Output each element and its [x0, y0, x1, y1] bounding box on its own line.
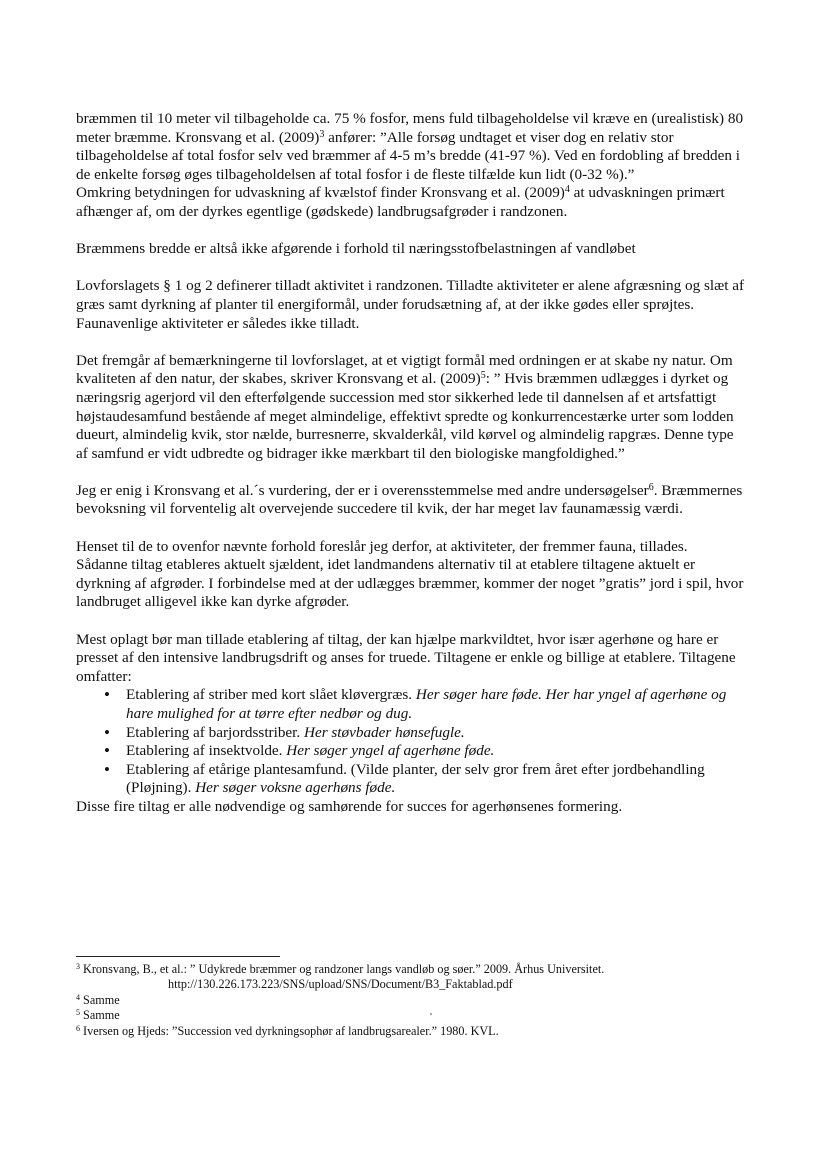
footnote-5 [76, 1008, 746, 1023]
footnote-number: 6 [76, 1023, 80, 1033]
paragraph-conclusion: Bræmmens bredde er altså ikke afgørende i forhold til næringsstofbelastningen af vandløbet [76, 240, 636, 258]
footnote-number: 3 [76, 962, 80, 971]
quote-text: anfører: ”Alle forsøg undtaget et viser dog en relativ stor tilbageholdelse af total fosfor selv ved bræmmer af 4-5 m’s bredde (41-97 %). Ved en fordobling af bredden i de enkelte forsøg øges tilbageholdelsen af total fosfor i de fleste tilfælde kun lidt (0-32 %).” [76, 128, 740, 183]
paragraph-text: Omkring betydningen for udvaskning af kvælstof finder Kronsvang et al. (2009) [76, 184, 565, 202]
paragraph-text: . Bræmmernes bevoksning vil forventelig alt overvejende succedere til kvik, der har meget lav faunamæssig værdi. [76, 481, 743, 518]
measure-text: Etablering af etårige plantesamfund. (Vilde planter, der selv gror frem året efter jordbehandling (Pløjning). [126, 760, 705, 797]
paragraph-game-measures: Mest oplagt bør man tillade etablering af tiltag, der kan hjælpe markvildtet, hvor især agerhøne og hare er presset af den intensive landbrugsdrift og anses for truede. Tiltagene er enkle og billige at etablere. Tiltagene omfatter: [76, 630, 736, 685]
list-item [126, 686, 746, 723]
list-item [126, 761, 746, 798]
paragraph-nitrogen [76, 184, 746, 221]
paragraph-law-proposal: Lovforslagets § 1 og 2 definerer tilladt aktivitet i randzonen. Tilladte aktiviteter er alene afgræsning og slæt af græs samt dyrkning af planter til energiformål, under forudsætning af, at der ikke gødes eller sprøjtes. Faunavenlige aktiviteter er således ikke tilladt. [76, 277, 745, 332]
footnote-6 [76, 1024, 746, 1039]
paragraph-phosphorus [76, 110, 746, 184]
quote-text: : ” Hvis bræmmen udlægges i dyrket og næringsrig agerjord vil den efterfølgende succession med stor sikkerhed lede til dannelsen af et artsfattigt højstaudesamfund bestående af meget almindelige, effektivt spredte og konkurrencestærke urter som lodden dueurt, almindelig kvik, stor nælde, burresnerre, skvalderkål, vild kørvel og almindelig rapgræs. Denne type af samfund er vidt udbredte og bidrager ikke mærkbart til den biologiske mangfoldighed.” [76, 370, 734, 462]
body-text [76, 110, 746, 817]
paragraph-closing: Disse fire tiltag er alle nødvendige og samhørende for succes for agerhønsenes formering. [76, 797, 623, 815]
list-item [126, 724, 746, 743]
footnote-ref-3: 3 [319, 128, 325, 140]
measure-note: Her søger yngel af agerhøne føde. [286, 742, 495, 760]
paragraph-text: Jeg er enig i Kronsvang et al.´s vurdering, der er i overensstemmelse med andre undersøgelser [76, 481, 649, 499]
paragraph-new-nature [76, 352, 746, 464]
footnote-3 [76, 962, 746, 977]
measure-note: Her støvbader hønsefugle. [303, 723, 465, 741]
paragraph-text: Det fremgår af bemærkningerne til lovforslaget, at et vigtigt formål med ordningen er at skabe ny natur. Om kvaliteten af den natur, der skabes, skriver Kronsvang et al. (2009) [76, 351, 733, 388]
measure-text: Etablering af striber med kort slået kløvergræs. [126, 686, 416, 704]
paragraph-rare-measures: Sådanne tiltag etableres aktuelt sjældent, idet landmandens alternativ til at etablere tiltagene aktuelt er dyrkning af afgrøder. I forbindelse med at der udlægges bræmmer, kommer der noget ”gratis” jord i spil, hvor landbruget alligevel ikke kan dyrke afgrøder. [76, 556, 744, 611]
measure-text: Etablering af barjordsstriber. [126, 723, 304, 741]
footnote-ref-6: 6 [648, 481, 654, 493]
footnote-ref-5: 5 [480, 370, 486, 382]
footnote-separator [76, 956, 280, 957]
footnote-text: Samme [80, 1008, 120, 1023]
list-item [126, 742, 746, 761]
paragraph-proposal: Henset til de to ovenfor nævnte forhold foreslår jeg derfor, at aktiviteter, der fremmer fauna, tillades. [76, 537, 688, 555]
paragraph-agreement [76, 482, 746, 519]
measure-note: Her søger hare føde. Her har yngel af agerhøne og hare mulighed for at tørre efter nedbør og dug. [126, 686, 727, 722]
footnote-ref-4: 4 [564, 184, 570, 196]
footnote-4 [76, 993, 746, 1008]
footnotes [76, 962, 746, 1039]
measure-note: Her søger voksne agerhøns føde. [195, 779, 396, 797]
footnote-number: 4 [76, 992, 80, 1002]
footnote-text: Iversen og Hjeds: ”Succession ved dyrkningsophør af landbrugsarealer.” 1980. KVL. [80, 1023, 499, 1038]
footnote-text: Samme [80, 992, 120, 1007]
measures-list [76, 686, 746, 798]
footnote-number: 5 [76, 1008, 80, 1018]
paragraph-text: bræmmen til 10 meter vil tilbageholde ca. 75 % fosfor, mens fuld tilbageholdelse vil kræve en (urealistisk) 80 meter bræmme. Kronsvang et al. (2009) [76, 110, 744, 146]
footnote-text: Kronsvang, B., et al.: ” Udykrede bræmmer og randzoner langs vandløb og søer.” 2009. Århus Universitet. [80, 962, 605, 976]
measure-text: Etablering af insektvolde. [126, 742, 287, 760]
scan-speck [430, 1013, 432, 1015]
footnote-3-url: http://130.226.173.223/SNS/upload/SNS/Document/B3_Faktablad.pdf [168, 977, 513, 992]
paragraph-text: at udvaskningen primært afhænger af, om der dyrkes egentlige (gødskede) landbrugsafgrøder i randzonen. [76, 184, 725, 220]
